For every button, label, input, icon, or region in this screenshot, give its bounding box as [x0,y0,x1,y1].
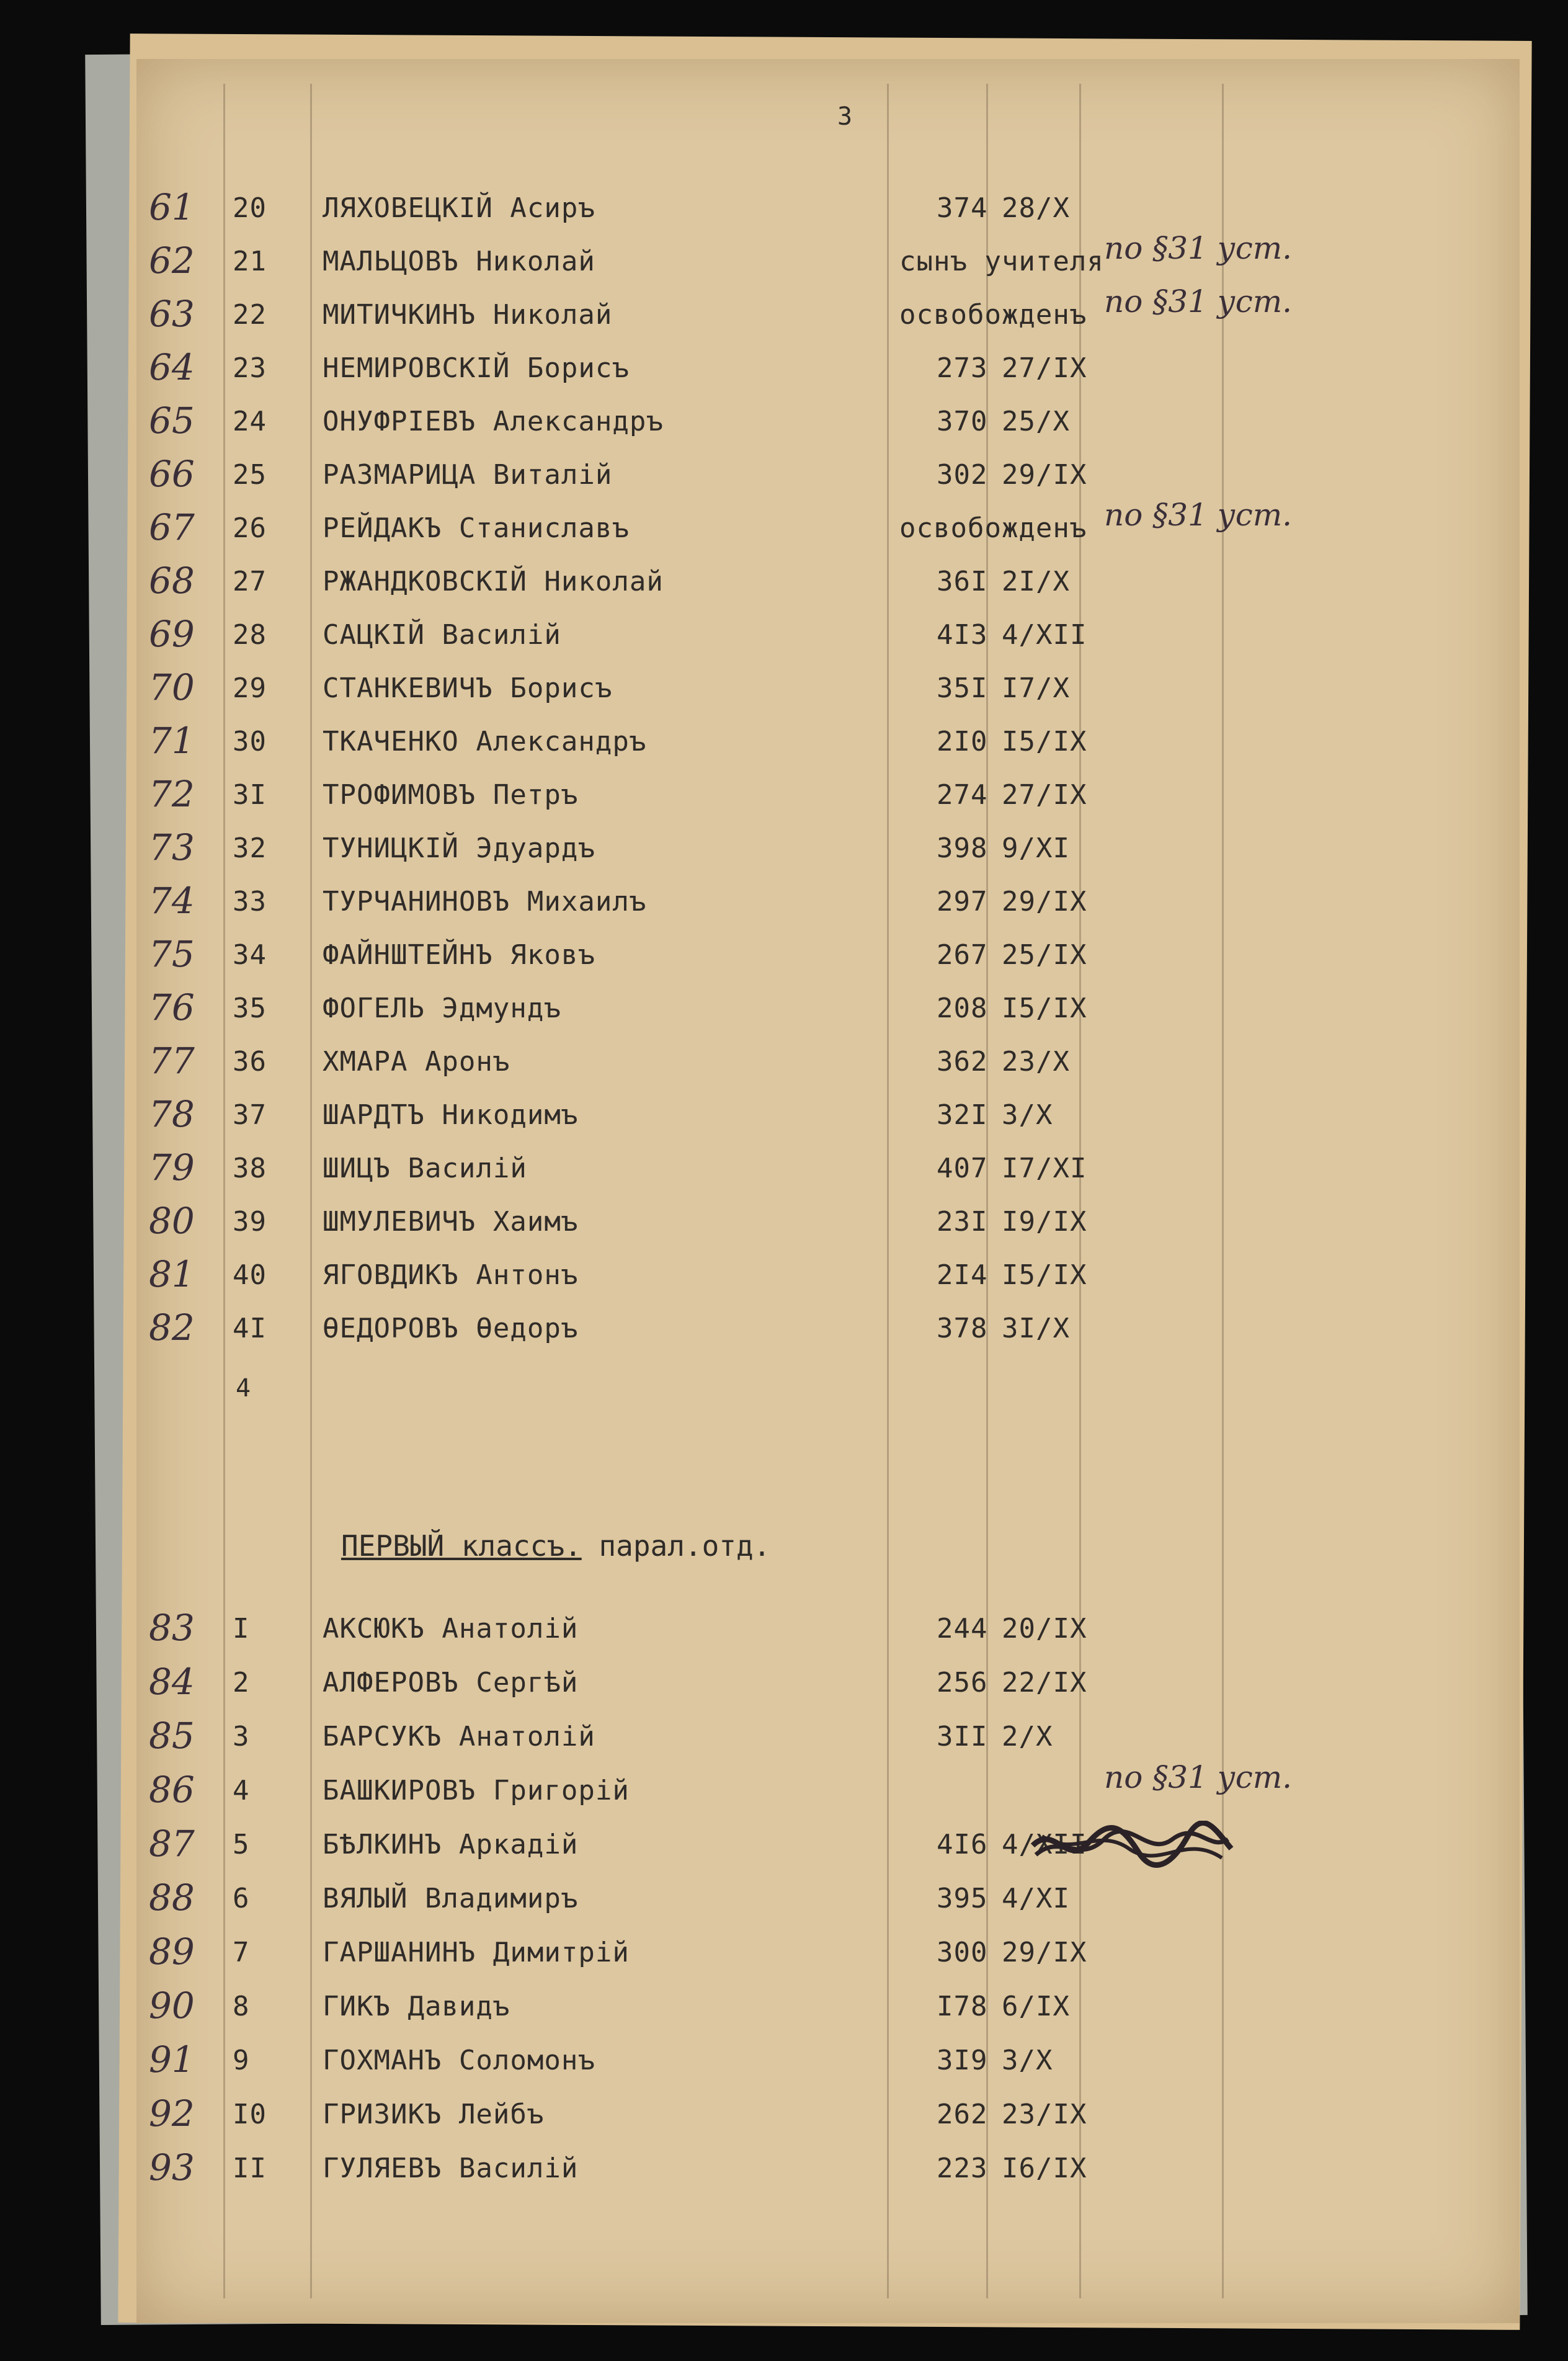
registration-date: 4/XII [1002,619,1087,651]
row-number: I0 [233,2099,267,2130]
row-number: 4 [233,1775,250,1806]
margin-rule [223,84,225,2298]
row-handwritten-number: 68 [149,560,195,602]
registration-date: I6/IX [1002,2153,1087,2184]
row-number: 24 [233,406,267,437]
registration-date: 27/IX [1002,779,1087,811]
row-handwritten-number: 82 [149,1306,195,1349]
student-name: ТУНИЦКIЙ Эдуардъ [323,832,595,864]
registration-date: I5/IX [1002,726,1087,757]
registration-date: 6/IX [1002,1991,1070,2022]
row-number: 36 [233,1046,267,1078]
student-name: ОНУФРIЕВЪ Александръ [323,406,664,437]
student-name: ВЯЛЫЙ Владимиръ [323,1883,579,1914]
row-handwritten-number: 75 [149,933,195,975]
registration-date: I7/X [1002,672,1070,704]
row-number: 3 [233,1721,250,1752]
row-number: 34 [233,939,267,971]
student-name: ШАРДТЪ Никодимъ [323,1099,579,1131]
student-name: ТУРЧАНИНОВЪ Михаилъ [323,886,647,917]
registration-date: 3/X [1002,1099,1053,1131]
student-name: САЦКIЙ Василiй [323,619,561,651]
registration-number: сынъ учителя [899,246,1104,277]
row-number: II [233,2153,267,2184]
student-name: ТРОФИМОВЪ Петръ [323,779,579,811]
registration-number: 300 [937,1937,988,1968]
row-number: 30 [233,726,267,757]
margin-note: по §31 уст. [1104,497,1293,533]
registration-number: 3II [937,1721,988,1752]
row-handwritten-number: 87 [149,1823,195,1865]
registration-number: 223 [937,2153,988,2184]
student-name: ТКАЧЕНКО Александръ [323,726,647,757]
row-number: 22 [233,299,267,331]
registration-date: I7/XI [1002,1153,1087,1184]
registration-number: 407 [937,1153,988,1184]
row-handwritten-number: 71 [149,720,195,762]
registration-number: 23I [937,1206,988,1238]
row-number: 25 [233,459,267,491]
registration-date: 27/IX [1002,352,1087,384]
registration-date: 20/IX [1002,1613,1087,1645]
student-name: ГРИЗИКЪ Лейбъ [323,2099,545,2130]
section-heading [341,1529,770,1563]
registration-number: 244 [937,1613,988,1645]
registration-number: 378 [937,1313,988,1344]
page-number: 3 [837,102,853,131]
row-handwritten-number: 88 [149,1877,195,1919]
row-handwritten-number: 67 [149,506,195,548]
registration-number: 2I0 [937,726,988,757]
row-handwritten-number: 77 [149,1040,195,1082]
row-handwritten-number: 61 [149,186,195,228]
registration-number: 395 [937,1883,988,1914]
registration-date: 9/XI [1002,832,1070,864]
student-name: ШИЦЪ Василiй [323,1153,527,1184]
row-handwritten-number: 78 [149,1093,195,1135]
registration-number: 274 [937,779,988,811]
registration-date: 29/IX [1002,1937,1087,1968]
registration-number: 398 [937,832,988,864]
row-handwritten-number: 79 [149,1146,195,1189]
row-handwritten-number: 93 [149,2146,195,2189]
registration-number: I78 [937,1991,988,2022]
registration-date: 25/X [1002,406,1070,437]
registration-number: 4I6 [937,1829,988,1860]
row-handwritten-number: 80 [149,1200,195,1242]
registration-number: 4I3 [937,619,988,651]
registration-date: 28/X [1002,192,1070,224]
row-handwritten-number: 76 [149,986,195,1029]
registration-date: 25/IX [1002,939,1087,971]
row-number: 40 [233,1259,267,1291]
student-name: ѲЕДОРОВЪ Ѳедоръ [323,1313,579,1344]
registration-number: 267 [937,939,988,971]
student-name: ХМАРА Аронъ [323,1046,510,1078]
row-handwritten-number: 91 [149,2038,195,2081]
registration-number: 32I [937,1099,988,1131]
row-number: 26 [233,512,267,544]
registration-date: 3I/X [1002,1313,1070,1344]
document-page [136,59,1520,2323]
student-name: ЯГОВДИКЪ Антонъ [323,1259,579,1291]
registration-number: 370 [937,406,988,437]
row-number: 2 [233,1667,250,1698]
row-handwritten-number: 66 [149,453,195,495]
column-rule [1222,84,1224,2298]
row-handwritten-number: 90 [149,1984,195,2027]
registration-number: 35I [937,672,988,704]
registration-date: I5/IX [1002,1259,1087,1291]
student-name: БѢЛКИНЪ Аркадiй [323,1829,579,1860]
student-name: ШМУЛЕВИЧЪ Хаимъ [323,1206,579,1238]
row-handwritten-number: 83 [149,1607,195,1649]
student-name: ГУЛЯЕВЪ Василiй [323,2153,579,2184]
student-name: РЕЙДАКЪ Станиславъ [323,512,630,544]
row-number: 21 [233,246,267,277]
row-number: 23 [233,352,267,384]
margin-note: по §31 уст. [1104,283,1293,319]
row-number: 4I [233,1313,267,1344]
row-number: 32 [233,832,267,864]
margin-note: по §31 уст. [1104,230,1293,266]
registration-number: 256 [937,1667,988,1698]
row-number: 7 [233,1937,250,1968]
row-number: 9 [233,2045,250,2076]
registration-date: 22/IX [1002,1667,1087,1698]
student-name: МИТИЧКИНЪ Николай [323,299,613,331]
row-number: 33 [233,886,267,917]
row-number: 28 [233,619,267,651]
column-rule [887,84,889,2298]
registration-date: 2/X [1002,1721,1053,1752]
student-name: МАЛЬЦОВЪ Николай [323,246,595,277]
student-name: ГАРШАНИНЪ Димитрiй [323,1937,630,1968]
row-number: 38 [233,1153,267,1184]
registration-number: 302 [937,459,988,491]
row-number: 6 [233,1883,250,1914]
registration-date: 23/IX [1002,2099,1087,2130]
registration-number: 3I9 [937,2045,988,2076]
row-handwritten-number: 89 [149,1930,195,1973]
student-name: ФАЙНШТЕЙНЪ Яковъ [323,939,595,971]
row-handwritten-number: 62 [149,239,195,282]
registration-number: 273 [937,352,988,384]
row-number: 27 [233,566,267,597]
student-name: БАШКИРОВЪ Григорiй [323,1775,630,1806]
registration-number: 374 [937,192,988,224]
registration-date: I9/IX [1002,1206,1087,1238]
row-handwritten-number: 63 [149,293,195,335]
row-handwritten-number: 85 [149,1715,195,1757]
row-handwritten-number: 65 [149,399,195,442]
row-handwritten-number: 70 [149,666,195,708]
student-name: АКСЮКЪ Анатолiй [323,1613,579,1645]
student-name: РЖАНДКОВСКIЙ Николай [323,566,664,597]
student-name: РАЗМАРИЦА Виталiй [323,459,613,491]
student-name: ФОГЕЛЬ Эдмундъ [323,993,561,1024]
student-name: НЕМИРОВСКIЙ Борисъ [323,352,630,384]
row-handwritten-number: 72 [149,773,195,815]
row-handwritten-number: 73 [149,826,195,868]
registration-number: 262 [937,2099,988,2130]
row-handwritten-number: 74 [149,880,195,922]
student-name: БАРСУКЪ Анатолiй [323,1721,595,1752]
row-handwritten-number: 81 [149,1253,195,1295]
row-handwritten-number: 92 [149,2092,195,2135]
student-name: ГОХМАНЪ Соломонъ [323,2045,595,2076]
registration-date: I5/IX [1002,993,1087,1024]
margin-note: по §31 уст. [1104,1759,1293,1795]
row-number: I [233,1613,250,1645]
student-name: СТАНКЕВИЧЪ Борисъ [323,672,613,704]
registration-number: 36I [937,566,988,597]
registration-number: 362 [937,1046,988,1078]
student-name: АЛФЕРОВЪ Сергѣй [323,1667,579,1698]
registration-number: освобожденъ [899,299,1087,331]
row-handwritten-number: 84 [149,1661,195,1703]
row-number: 29 [233,672,267,704]
registration-date: 2I/X [1002,566,1070,597]
registration-date: 23/X [1002,1046,1070,1078]
row-number: 5 [233,1829,250,1860]
registration-number: 297 [937,886,988,917]
section-number: 4 [236,1374,252,1403]
row-handwritten-number: 64 [149,346,195,388]
student-name: ЛЯХОВЕЦКIЙ Асиръ [323,192,595,224]
row-handwritten-number: 86 [149,1769,195,1811]
registration-number: 208 [937,993,988,1024]
row-number: 20 [233,192,267,224]
registration-date: 4/XI [1002,1883,1070,1914]
registration-date: 3/X [1002,2045,1053,2076]
row-number: 3I [233,779,267,811]
registration-number: освобожденъ [899,512,1087,544]
section-title: ПЕРВЫЙ классъ. [341,1529,582,1563]
registration-date: 29/IX [1002,459,1087,491]
row-handwritten-number: 69 [149,613,195,655]
section-subtitle: парал.отд. [599,1529,771,1563]
row-number: 8 [233,1991,250,2022]
row-number: 37 [233,1099,267,1131]
column-rule [310,84,312,2298]
crossed-out-scribble [1030,1821,1234,1870]
row-number: 35 [233,993,267,1024]
registration-number: 2I4 [937,1259,988,1291]
row-number: 39 [233,1206,267,1238]
student-name: ГИКЪ Давидъ [323,1991,510,2022]
registration-date: 4/XII [1002,1829,1087,1860]
registration-date: 29/IX [1002,886,1087,917]
